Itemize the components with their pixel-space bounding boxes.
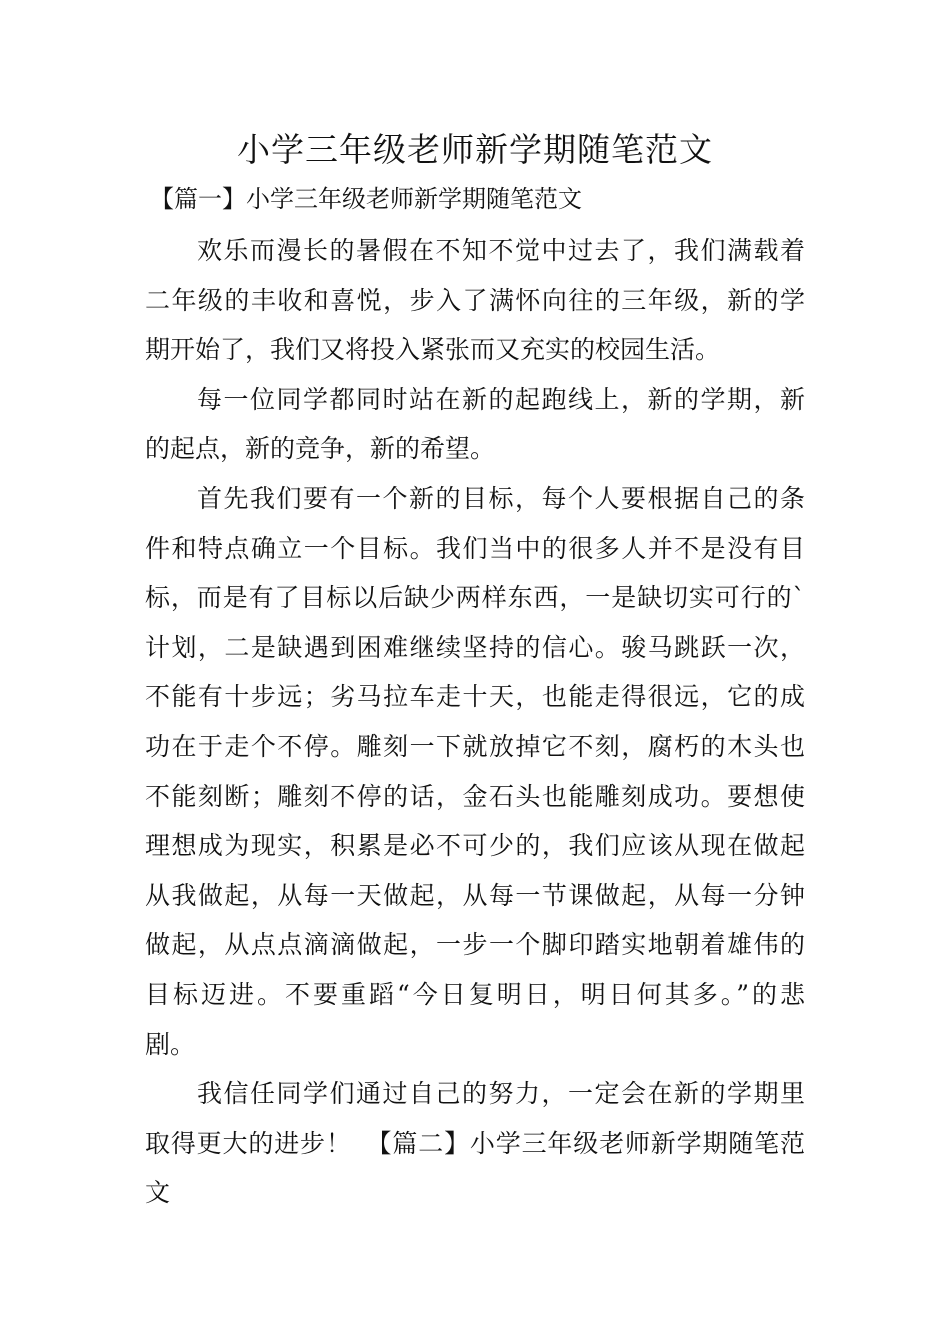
paragraph-4-line-2: [145, 1119, 805, 1169]
paragraph-3-line-9: 从我做起，从每一天做起，从每一节课做起，从每一分钟: [145, 880, 805, 910]
paragraph-3-line-4: 计划，二是缺遇到困难继续坚持的信心。骏马跳跃一次，: [145, 632, 805, 662]
paragraph-3-line-11: 目标迈进。不要重蹈“今日复明日，明日何其多。”的悲: [145, 979, 805, 1009]
paragraph-3-line-7: 不能刻断；雕刻不停的话，金石头也能雕刻成功。要想使: [145, 781, 805, 811]
paragraph-1-line-1: 欢乐而漫长的暑假在不知不觉中过去了，我们满载着: [197, 236, 805, 265]
section-heading-1: 【篇一】小学三年级老师新学期随笔范文: [150, 185, 582, 213]
paragraph-3-line-8: 理想成为现实，积累是必不可少的，我们应该从现在做起: [145, 831, 805, 861]
paragraph-1-line-3: 期开始了，我们又将投入紧张而又充实的校园生活。: [145, 335, 721, 365]
paragraph-2-line-1: 每一位同学都同时站在新的起跑线上，新的学期，新: [197, 384, 805, 414]
section-heading-2-start: 【篇二】小学三年级老师新学期随笔范: [365, 1128, 805, 1158]
paragraph-4-line-2-text: 取得更大的进步！: [145, 1128, 352, 1158]
paragraph-3-line-6: 功在于走个不停。雕刻一下就放掉它不刻，腐朽的木头也: [145, 731, 805, 761]
paragraph-1-line-2: 二年级的丰收和喜悦，步入了满怀向往的三年级，新的学: [145, 285, 805, 315]
paragraph-2-line-2: 的起点，新的竞争，新的希望。: [145, 434, 496, 464]
section-heading-2-end: 文: [145, 1178, 171, 1208]
paragraph-3-line-10: 做起，从点点滴滴做起，一步一个脚印踏实地朝着雄伟的: [145, 930, 805, 960]
paragraph-3-line-1: 首先我们要有一个新的目标，每个人要根据自己的条: [197, 483, 805, 513]
paragraph-3-line-5: 不能有十步远；劣马拉车走十天，也能走得很远，它的成: [145, 682, 805, 712]
paragraph-3-line-12: 剧。: [145, 1029, 196, 1059]
document-title: 小学三年级老师新学期随笔范文: [237, 130, 713, 169]
paragraph-4-line-1: 我信任同学们通过自己的努力，一定会在新的学期里: [197, 1079, 805, 1109]
paragraph-3-line-3: 标，而是有了目标以后缺少两样东西，一是缺切实可行的`: [145, 583, 805, 613]
document-body: [145, 226, 805, 1218]
paragraph-3-line-2: 件和特点确立一个目标。我们当中的很多人并不是没有目: [145, 533, 805, 563]
